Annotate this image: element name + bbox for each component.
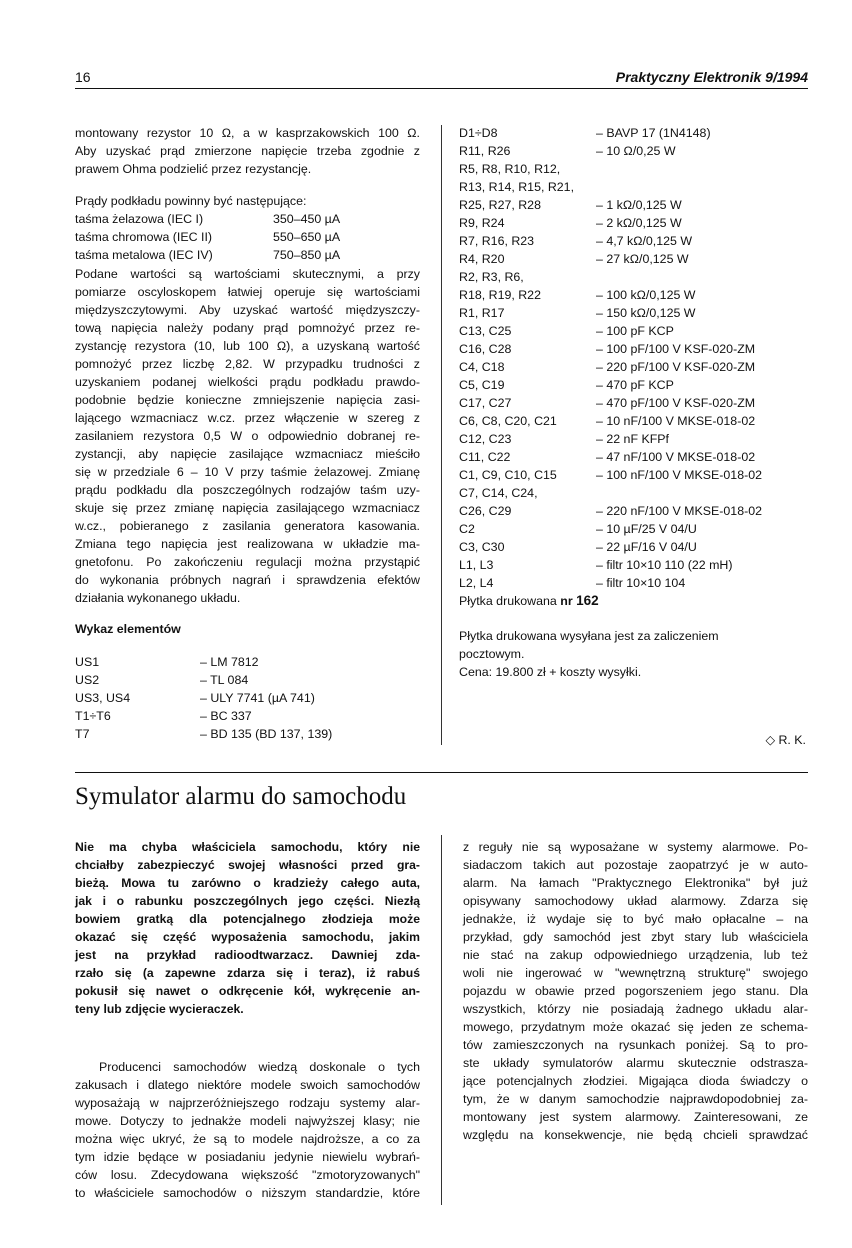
part-row-ref: US1: [75, 655, 100, 669]
part-row: [459, 304, 808, 322]
text-line: tym, że w danym samochodzie najprawdopodobniej za-: [463, 1092, 808, 1106]
pcb-nr-label: nr: [560, 594, 573, 608]
article-column-divider: [441, 835, 442, 1205]
part-row-value: – 4,7 kΩ/0,125 W: [596, 234, 693, 248]
parts-list-right: [459, 124, 808, 592]
text-line: jest na przykład radioodtwarzacz. Dawniej zda-: [75, 948, 420, 962]
part-row-value: – 100 kΩ/0,125 W: [596, 288, 696, 302]
text-line: uzyskaniem podanej wielkości prądu podkładu prawdo-: [75, 375, 420, 389]
part-row-value: – 100 nF/100 V MKSE-018-02: [596, 468, 762, 482]
paragraph-adjustment: [75, 265, 420, 607]
part-row-ref: R25, R27, R28: [459, 198, 541, 212]
text-line: tów zamieszczonych na rysunkach poniżej. Są to pro-: [463, 1038, 808, 1052]
text-line: pojazdu w obawie przed pogorszeniem jego stanu. Dla: [463, 984, 808, 998]
part-row: [459, 196, 808, 214]
bias-current-row: [75, 228, 420, 246]
text-line: mowego, przydatnym może okazać się jeden ze schema-: [463, 1020, 808, 1034]
pcb-label: Płytka drukowana: [459, 594, 561, 608]
part-row-ref: C11, C22: [459, 450, 511, 464]
part-row-value: – TL 084: [200, 673, 249, 687]
part-row-ref: C16, C28: [459, 342, 512, 356]
text-line: zystancję rezystora (10, lub 100 Ω), a uzyskaną wartość: [75, 339, 420, 353]
header-rule: [75, 88, 808, 89]
part-row: [459, 520, 808, 538]
bias-currents: [75, 192, 420, 264]
text-line: to właściciele samochodów o niższym standardzie, które: [75, 1186, 420, 1200]
part-row: [459, 160, 808, 178]
part-row: [459, 376, 808, 394]
part-row-ref: R2, R3, R6,: [459, 270, 524, 284]
part-row-ref: R18, R19, R22: [459, 288, 541, 302]
part-row-ref: C13, C25: [459, 324, 512, 338]
text-line: Płytka drukowana wysyłana jest za zaliczeniem: [459, 629, 719, 643]
part-row: [75, 653, 420, 671]
text-line: montowany rezystor 10 Ω, a w kasprzakowskich 100 Ω.: [75, 126, 420, 140]
part-row-ref: T7: [75, 727, 90, 741]
part-row-ref: C5, C19: [459, 378, 505, 392]
part-row-value: – 100 pF KCP: [596, 324, 674, 338]
bias-current-row-value: 750–850 µA: [273, 248, 341, 262]
text-line: pomiarze oscyloskopem łatwiej operuje się wartościami: [75, 285, 420, 299]
part-row-value: – 2 kΩ/0,125 W: [596, 216, 682, 230]
part-row-ref: C7, C14, C24,: [459, 486, 538, 500]
part-row-value: – 470 pF/100 V KSF-020-ZM: [596, 396, 756, 410]
part-row: [459, 340, 808, 358]
text-line: pokusił się nawet o odkręcenie kół, wykręcenie an-: [75, 984, 420, 998]
part-row-value: – ULY 7741 (µA 741): [200, 691, 315, 705]
text-line: chciałby zabezpieczyć swojej własności przed gra-: [75, 858, 420, 872]
part-row-ref: C26, C29: [459, 504, 512, 518]
text-line: opisywany samochodowy układ alarmowy. Zdarza się: [463, 894, 808, 908]
text-line: międzyszczytowymi. Aby uzyskać wartość międzyszczy-: [75, 303, 420, 317]
text-line: jące potencjalnych złodziei. Migająca dioda świadczy o: [463, 1074, 808, 1088]
part-row: [459, 556, 808, 574]
part-row-value: – filtr 10×10 104: [596, 576, 686, 590]
part-row-value: – 47 nF/100 V MKSE-018-02: [596, 450, 756, 464]
text-line: zasilaniem rezystora 0,5 W o odpowiednio dobranej re-: [75, 429, 420, 443]
text-line: gnetofonu. Po zakończeniu regulacji można przystąpić: [75, 555, 420, 569]
text-line: ste układy symulatorów alarmu skutecznie odstrasza-: [463, 1056, 808, 1070]
part-row-ref: US3, US4: [75, 691, 131, 705]
shipping-info: [459, 627, 808, 663]
bias-current-row: [75, 246, 420, 264]
text-line: woli nie ingerować w "wewnętrzną strukturę" swojego: [463, 966, 808, 980]
part-row-ref: L2, L4: [459, 576, 494, 590]
bias-currents-heading: Prądy podkładu powinny być następujące:: [75, 194, 307, 208]
text-line: Aby uzyskać prąd zmierzone napięcie trzeba zgodnie z: [75, 144, 420, 158]
part-row: [75, 671, 420, 689]
parts-list-left: [75, 653, 420, 743]
part-row-value: – 220 pF/100 V KSF-020-ZM: [596, 360, 756, 374]
bias-current-row-ref: taśma metalowa (IEC IV): [75, 248, 213, 262]
part-row: [75, 725, 420, 743]
text-line: wszystkich, którzy nie posiadają żadnego układu alar-: [463, 1002, 808, 1016]
column-divider: [441, 125, 442, 745]
text-line: w.cz., pobieranego z zasilania generatora kasowania.: [75, 519, 420, 533]
text-line: zakusach i dlatego niektóre modele swoich samochodów: [75, 1078, 420, 1092]
text-line: do wykonania próbnych nagrań i sprawdzenia efektów: [75, 573, 420, 587]
part-row-ref: R5, R8, R10, R12,: [459, 162, 561, 176]
parts-list-heading: Wykaz elementów: [75, 622, 181, 636]
paragraph-intro: [75, 124, 420, 178]
text-line: montowany jest system alarmowy. Zainteresowani, ze: [463, 1110, 808, 1124]
text-line: tym idzie będące w posiadaniu jedynie niewielu wybrań-: [75, 1150, 420, 1164]
bias-current-row-value: 350–450 µA: [273, 212, 341, 226]
part-row-value: – LM 7812: [200, 655, 259, 669]
bias-current-row-ref: taśma chromowa (IEC II): [75, 230, 213, 244]
part-row: [459, 250, 808, 268]
part-row-value: – 22 µF/16 V 04/U: [596, 540, 697, 554]
part-row-ref: C2: [459, 522, 475, 536]
text-line: zystancji, aby napięcie zasilające wzmacniacz mieściło: [75, 447, 420, 461]
text-line: rzało się (a zapewne zdarza się i teraz), iż rabuś: [75, 966, 420, 980]
part-row-value: – 10 µF/25 V 04/U: [596, 522, 697, 536]
part-row: [459, 412, 808, 430]
part-row-ref: R9, R24: [459, 216, 505, 230]
part-row: [459, 268, 808, 286]
text-line: Producenci samochodów wiedzą doskonale o tych: [99, 1060, 420, 1074]
text-line: wyposażają w najprzeróżniejszego rodzaju systemy alar-: [75, 1096, 420, 1110]
part-row: [459, 124, 808, 142]
part-row: [459, 178, 808, 196]
part-row-value: – BAVP 17 (1N4148): [596, 126, 711, 140]
text-line: siadaczom takich aut pozostaje zaopatrzyć je w auto-: [463, 858, 808, 872]
part-row: [459, 322, 808, 340]
text-line: prawem Ohma podzielić przez rezystancję.: [75, 162, 312, 176]
text-line: Podane wartości są wartościami skutecznymi, a przy: [75, 267, 420, 281]
part-row-ref: C12, C23: [459, 432, 512, 446]
part-row-value: – 1 kΩ/0,125 W: [596, 198, 682, 212]
article-title: Symulator alarmu do samochodu: [75, 783, 407, 810]
part-row-ref: C6, C8, C20, C21: [459, 414, 557, 428]
article-body-left: [75, 1058, 420, 1202]
part-row-value: – 470 pF KCP: [596, 378, 674, 392]
text-line: bieżą. Mowa tu zarówno o kradzieży całego auta,: [75, 876, 420, 890]
text-line: Nie ma chyba właściciela samochodu, który nie: [75, 840, 420, 854]
pcb-line: [459, 592, 599, 610]
text-line: alarm. Na łamach "Praktycznego Elektronika" był już: [463, 876, 808, 890]
part-row-value: – 220 nF/100 V MKSE-018-02: [596, 504, 762, 518]
part-row: [459, 538, 808, 556]
text-line: nie stać na zakup odpowiedniego urządzenia, lub też: [463, 948, 808, 962]
part-row-value: – filtr 10×10 110 (22 mH): [596, 558, 733, 572]
part-row-ref: C1, C9, C10, C15: [459, 468, 557, 482]
part-row: [459, 358, 808, 376]
text-line: podobnie będzie konieczne zmniejszenie napięcia zasi-: [75, 393, 420, 407]
part-row-ref: T1÷T6: [75, 709, 111, 723]
text-line: jak i o rabunku poszczególnych jego części. Niezłą: [75, 894, 420, 908]
section-rule: [75, 772, 808, 773]
part-row: [459, 448, 808, 466]
part-row: [75, 689, 420, 707]
part-row-ref: R4, R20: [459, 252, 505, 266]
page-number: 16: [75, 69, 91, 85]
part-row: [459, 574, 808, 592]
article-lead: [75, 838, 420, 1018]
text-line: tową napięcia należy podany prąd pomnożyć przez re-: [75, 321, 420, 335]
part-row: [459, 286, 808, 304]
part-row-ref: L1, L3: [459, 558, 494, 572]
part-row: [459, 466, 808, 484]
text-line: prądu podkładu dla poszczególnych rodzajów taśm uzy-: [75, 483, 420, 497]
magazine-title: Praktyczny Elektronik 9/1994: [615, 69, 808, 85]
part-row-ref: R1, R17: [459, 306, 505, 320]
part-row-ref: D1÷D8: [459, 126, 498, 140]
text-line: skuje się przez zmianę napięcia zasilającego wzmacniacz: [75, 501, 420, 515]
part-row-value: – 22 nF KFPf: [596, 432, 670, 446]
text-line: z reguły nie są wyposażane w systemy alarmowe. Po-: [463, 840, 808, 854]
part-row-value: – 150 kΩ/0,125 W: [596, 306, 696, 320]
part-row-ref: C4, C18: [459, 360, 505, 374]
part-row-ref: R7, R16, R23: [459, 234, 535, 248]
part-row-value: – BD 135 (BD 137, 139): [200, 727, 333, 741]
part-row-ref: C17, C27: [459, 396, 512, 410]
part-row-ref: C3, C30: [459, 540, 505, 554]
text-line: się w przedziale 6 – 10 V przy taśmie żelazowej. Zmianę: [75, 465, 420, 479]
part-row-value: – 100 pF/100 V KSF-020-ZM: [596, 342, 756, 356]
part-row-value: – 10 nF/100 V MKSE-018-02: [596, 414, 756, 428]
part-row: [459, 142, 808, 160]
part-row: [459, 232, 808, 250]
part-row: [459, 214, 808, 232]
part-row-ref: R13, R14, R15, R21,: [459, 180, 575, 194]
text-line: lającego wzmacniacz w.cz. przez włączenie w szereg z: [75, 411, 420, 425]
part-row-value: – 10 Ω/0,25 W: [596, 144, 676, 158]
text-line: mowe. Dotyczy to jednakże modeli najwyższej klasy; nie: [75, 1114, 420, 1128]
part-row: [459, 484, 808, 502]
part-row: [459, 502, 808, 520]
text-line: bowiem gratką dla potencjalnego złodzieja może: [75, 912, 420, 926]
text-line: jednakże, iż wydaje się to być mało opłacalne – na: [463, 912, 808, 926]
part-row: [459, 394, 808, 412]
text-line: Zmiana tego napięcia jest realizowana w układzie ma-: [75, 537, 420, 551]
part-row-ref: US2: [75, 673, 100, 687]
price: Cena: 19.800 zł + koszty wysyłki.: [459, 665, 642, 679]
text-line: ców losu. Zdecydowana większość "zmotoryzowanych": [75, 1168, 420, 1182]
bias-current-row: [75, 210, 420, 228]
part-row-value: – BC 337: [200, 709, 252, 723]
pcb-number: 162: [576, 593, 599, 608]
text-line: względu na konsekwencje, nie będą chcieli sprawdzać: [463, 1128, 808, 1142]
text-line: pocztowym.: [459, 647, 525, 661]
text-line: przykład, gdy samochód jest zbyt stary lub właściciela: [463, 930, 808, 944]
text-line: działania wykonanego układu.: [75, 591, 241, 605]
part-row: [459, 430, 808, 448]
part-row-ref: R11, R26: [459, 144, 511, 158]
bias-current-row-ref: taśma żelazowa (IEC I): [75, 212, 204, 226]
part-row: [75, 707, 420, 725]
part-row-value: – 27 kΩ/0,125 W: [596, 252, 689, 266]
bias-current-row-value: 550–650 µA: [273, 230, 341, 244]
text-line: teny lub zdjęcie wycieraczek.: [75, 1002, 244, 1016]
text-line: pomnożyć przez liczbę 2,82. W przypadku trudności z: [75, 357, 420, 371]
author-signature: ◇ R. K.: [765, 733, 806, 747]
text-line: można więc ukryć, że są to modele najdroższe, a co za: [75, 1132, 420, 1146]
text-line: okazać się część wyposażenia samochodu, jakim: [75, 930, 420, 944]
article-body-right: [463, 838, 808, 1144]
